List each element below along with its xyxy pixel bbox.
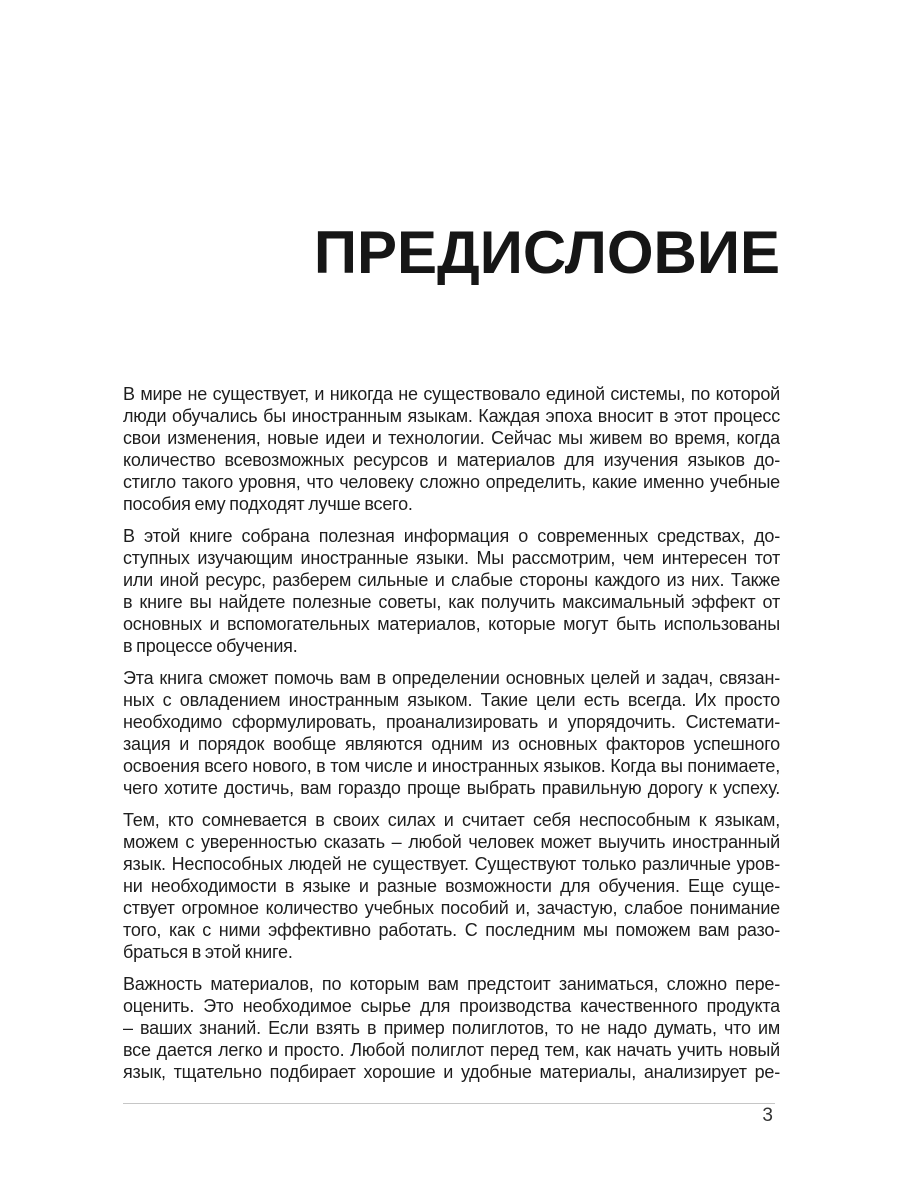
text-line: освоения всего нового, в том числе и иностранных языков. Когда вы понимаете,: [123, 756, 780, 776]
text-line: зация и порядок вообще являются одним из основных факторов успешного: [123, 734, 780, 754]
text-line: необходимо сформулировать, проанализировать и упорядочить. Системати-: [123, 712, 780, 732]
text-line: можем с уверенностью сказать – любой человек может выучить иностранный: [123, 832, 780, 852]
text-line: свои изменения, новые идеи и технологии. Сейчас мы живем во время, когда: [123, 428, 780, 448]
text-line: браться в этой книге.: [123, 942, 293, 962]
text-line: пособия ему подходят лучше всего.: [123, 494, 413, 514]
paragraph-1: [123, 383, 780, 515]
text-line: Тем, кто сомневается в своих силах и считает себя неспособным к языкам,: [123, 810, 780, 830]
paragraph-4: [123, 809, 780, 963]
text-line: В этой книге собрана полезная информация о современных средствах, до-: [123, 526, 780, 546]
text-line: Важность материалов, по которым вам предстоит заниматься, сложно пере-: [123, 974, 780, 994]
text-line: язык. Неспособных людей не существует. Существуют только различные уров-: [123, 854, 780, 874]
text-line: Эта книга сможет помочь вам в определении основных целей и задач, связан-: [123, 668, 780, 688]
text-line: в процессе обучения.: [123, 636, 298, 656]
text-line: оценить. Это необходимое сырье для производства качественного продукта: [123, 996, 780, 1016]
text-line: ных с овладением иностранным языком. Такие цели есть всегда. Их просто: [123, 690, 780, 710]
text-line: стигло такого уровня, что человеку сложно определить, какие именно учебные: [123, 472, 780, 492]
text-line: ствует огромное количество учебных пособий и, зачастую, слабое понимание: [123, 898, 780, 918]
body-text: [123, 383, 780, 1083]
page-title: ПРЕДИСЛОВИЕ: [313, 219, 780, 286]
text-line: – ваших знаний. Если взять в пример полиглотов, то не надо думать, что им: [123, 1018, 780, 1038]
text-line: все дается легко и просто. Любой полиглот перед тем, как начать учить новый: [123, 1040, 780, 1060]
paragraph-2: [123, 525, 780, 657]
text-line: количество всевозможных ресурсов и материалов для изучения языков до-: [123, 450, 780, 470]
text-line: люди обучались бы иностранным языкам. Каждая эпоха вносит в этот процесс: [123, 406, 780, 426]
text-line: того, как с ними эффективно работать. С последним мы поможем вам разо-: [123, 920, 780, 940]
text-line: ступных изучающим иностранные языки. Мы рассмотрим, чем интересен тот: [123, 548, 780, 568]
text-line: язык, тщательно подбирает хорошие и удобные материалы, анализирует ре-: [123, 1062, 780, 1082]
text-line: ни необходимости в языке и разные возможности для обучения. Еще суще-: [123, 876, 780, 896]
text-line: В мире не существует, и никогда не существовало единой системы, по которой: [123, 384, 780, 404]
text-line: или иной ресурс, разберем сильные и слабые стороны каждого из них. Также: [123, 570, 780, 590]
paragraph-5: [123, 973, 780, 1083]
text-line: в книге вы найдете полезные советы, как получить максимальный эффект от: [123, 592, 780, 612]
text-line: основных и вспомогательных материалов, которые могут быть использованы: [123, 614, 780, 634]
text-column: [123, 0, 780, 1083]
footer-rule: [123, 1103, 775, 1127]
text-line: чего хотите достичь, вам гораздо проще выбрать правильную дорогу к успеху.: [123, 778, 780, 798]
paragraph-3: [123, 667, 780, 799]
page-number: 3: [762, 1105, 773, 1126]
